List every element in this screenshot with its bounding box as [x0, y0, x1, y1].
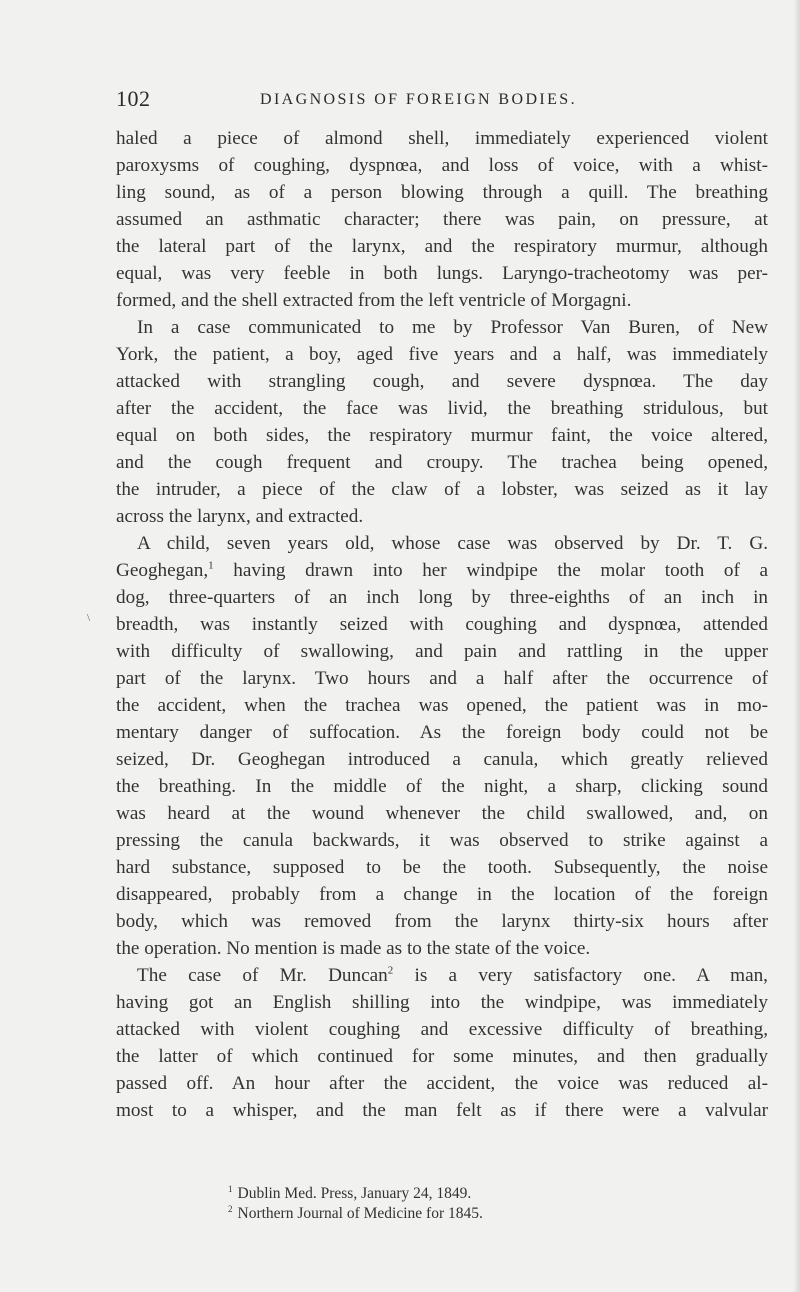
text-line: dog, three-quarters of an inch long by three-eighths of an inch in [116, 587, 768, 608]
footnote-ref-1: 1 [208, 559, 214, 572]
text-line: part of the larynx. Two hours and a half after the occurrence of [116, 668, 768, 689]
footnotes [228, 1184, 748, 1224]
text-line: pressing the canula backwards, it was observed to strike against a [116, 830, 768, 851]
text-line: ling sound, as of a person blowing through a quill. The breathing [116, 182, 768, 203]
text-line: the breathing. In the middle of the night, a sharp, clicking sound [116, 776, 768, 797]
body-text [116, 125, 768, 1124]
text-line: In a case communicated to me by Professor Van Buren, of New [137, 317, 768, 338]
text-line: having got an English shilling into the windpipe, was immediately [116, 992, 768, 1013]
footnote-text: Northern Journal of Medicine for 1845. [237, 1205, 483, 1222]
text-line: haled a piece of almond shell, immediately experienced violent [116, 128, 768, 149]
text-line-with-footnote [116, 557, 768, 584]
text-line: across the larynx, and extracted. [116, 506, 364, 527]
text-fragment: having drawn into her windpipe the molar tooth of a [213, 560, 768, 581]
text-line: equal, was very feeble in both lungs. Laryngo-tracheotomy was per- [116, 263, 768, 284]
text-line: attacked with violent coughing and excessive difficulty of breathing, [116, 1019, 768, 1040]
text-line: the lateral part of the larynx, and the respiratory murmur, although [116, 236, 768, 257]
footnote-text: Dublin Med. Press, January 24, 1849. [237, 1185, 472, 1202]
text-line: the accident, when the trachea was opened, the patient was in mo- [116, 695, 768, 716]
text-line: attacked with strangling cough, and severe dyspnœa. The day [116, 371, 768, 392]
text-fragment: Geoghegan, [116, 560, 209, 581]
text-line: most to a whisper, and the man felt as if there were a valvular [116, 1100, 768, 1121]
text-fragment: The case of Mr. Duncan [137, 965, 388, 986]
text-line: York, the patient, a boy, aged five years and a half, was immediately [116, 344, 768, 365]
page-edge [794, 0, 800, 1292]
text-line: assumed an asthmatic character; there was pain, on pressure, at [116, 209, 768, 230]
text-fragment: is a very satisfactory one. A man, [393, 965, 768, 986]
page-number: 102 [116, 86, 151, 111]
text-line: breadth, was instantly seized with coughing and dyspnœa, attended [116, 614, 768, 635]
text-line: equal on both sides, the respiratory murmur faint, the voice altered, [116, 425, 768, 446]
text-line: the operation. No mention is made as to the state of the voice. [116, 938, 591, 959]
page-header [116, 84, 766, 114]
text-line: disappeared, probably from a change in the location of the foreign [116, 884, 768, 905]
footnote-2 [228, 1204, 748, 1224]
text-line: formed, and the shell extracted from the left ventricle of Morgagni. [116, 290, 632, 311]
footnote-ref-2: 2 [387, 964, 394, 977]
text-line-with-footnote [116, 962, 768, 989]
footnote-1 [228, 1184, 748, 1204]
text-line: with difficulty of swallowing, and pain and rattling in the upper [116, 641, 768, 662]
text-line: mentary danger of suffocation. As the foreign body could not be [116, 722, 768, 743]
text-line: A child, seven years old, whose case was observed by Dr. T. G. [137, 533, 768, 554]
text-line: passed off. An hour after the accident, the voice was reduced al- [116, 1073, 768, 1094]
text-line: the latter of which continued for some minutes, and then gradually [116, 1046, 768, 1067]
text-line: seized, Dr. Geoghegan introduced a canula, which greatly relieved [116, 749, 768, 770]
text-line: and the cough frequent and croupy. The trachea being opened, [116, 452, 768, 473]
text-line: body, which was removed from the larynx thirty-six hours after [116, 911, 768, 932]
text-line: was heard at the wound whenever the child swallowed, and, on [116, 803, 768, 824]
footnote-mark: 1 [228, 1183, 233, 1194]
margin-mark: \ [87, 612, 91, 624]
running-head: DIAGNOSIS OF FOREIGN BODIES. [260, 91, 577, 108]
text-line: the intruder, a piece of the claw of a lobster, was seized as it lay [116, 479, 768, 500]
text-line: hard substance, supposed to be the tooth. Subsequently, the noise [116, 857, 768, 878]
text-line: after the accident, the face was livid, the breathing stridulous, but [116, 398, 768, 419]
text-line: paroxysms of coughing, dyspnœa, and loss of voice, with a whist- [116, 155, 768, 176]
footnote-mark: 2 [228, 1203, 233, 1214]
